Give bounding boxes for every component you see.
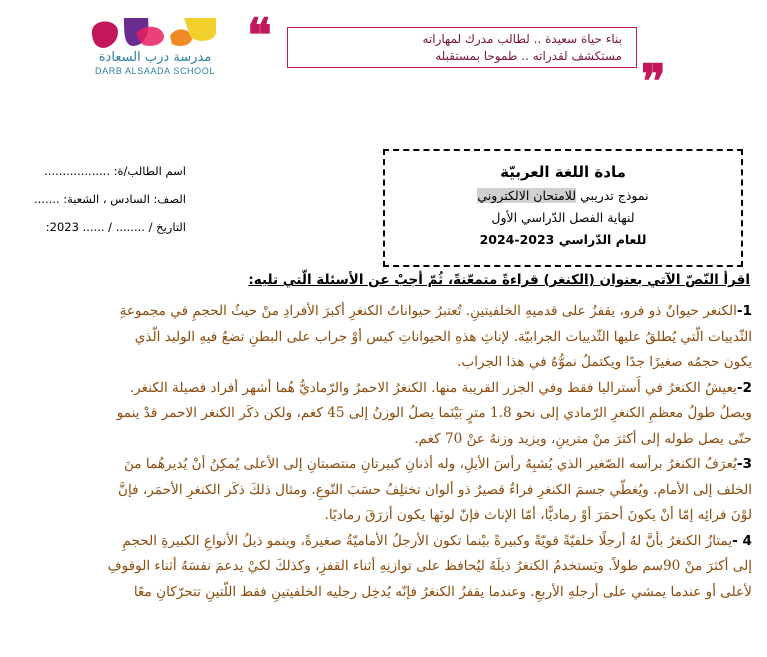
passage-line: 3-يُعرَفُ الكنغرُ برأسه الصّغير الذي يُشبِهُ رأسَ الأيلِ، وله أذنانِ كبيرتانِ منتصبتانِ إلى الأعلى يُمكِنُ أنْ يُديرهُما منَ (123, 456, 752, 472)
subject-title: مادة اللغة العربيّة (500, 163, 626, 181)
exam-date-field: التاريخ / ........ / ...... 2023: (45, 220, 186, 234)
motto-line-1: بناء حياة سعيدة .. لطالب مدرك لمهاراته (422, 32, 622, 46)
motto-line-2: مستكشف لقدراته .. طموحا بمستقبله (435, 49, 622, 63)
passage-line: 4 -يمتازُ الكنغرُ بأنَّ لهُ أرجلًا خلفيّةً قويّةً وكبيرةً بيْنما تكون الأرجلُ الأماميّةُ صغيرةً، وينمو ذيلُ الأنواعِ الكبيرةِ الحجمِ (122, 532, 752, 549)
exam-term: لنهاية الفصل الدّراسي الأول (491, 210, 635, 225)
passage-line: لوْنَ فرائِه إمّا أنْ يكونَ أحمَرَ أوْ رماديًّا، أمّا الإناث فإنّ لونَها يكون أزرَقَ رماديًا. (324, 507, 752, 523)
school-name-arabic: مدرسة درب السعادة (98, 50, 212, 65)
paragraph-number: 4 - (732, 532, 752, 549)
paragraph-number: 2- (736, 379, 752, 396)
reading-passage (12, 299, 752, 605)
passage-line: إلى أكثرَ منْ 90سم طولاً. ويَستخدمُ الكنغرُ ذيلَهُ ليُحافظ على توازنِهِ أثناء القفزِ، وكذلكَ لكيْ يدعمَ نفسَهُ أثناء الوقوفِ (107, 558, 752, 574)
passage-line: ويصلُ طولُ معظمِ الكنغرِ الرّمادي إلى نحو 1.8 مترٍ بَيْنَما يصلُ الوزنُ إلى 45 كغم، ولكن ذكَر الكنغر الاحمر قدْ ينمو (116, 405, 752, 421)
exam-model-prefix: نموذج تدريبي (580, 188, 649, 203)
paragraph-number: 3- (736, 456, 752, 472)
student-class-field: الصف: السادس ، الشعبة: ....... (33, 192, 186, 206)
passage-line: 2-يعيشُ الكنغرُ في أُستراليا فقط وفي الجزر القريبة منها. الكنغرُ الاحمرُ والرّماديُّ هُما أشهر أفراد فصيلة الكنغر. (129, 379, 752, 396)
school-motto-box (287, 27, 637, 68)
paragraph-number: 1- (736, 303, 752, 319)
passage-line: الخلف إلى الأمام. ويُغطّي جسمَ الكنغرِ فراءٌ قصيرٌ ذو ألوان تختلِفُ حسَبَ النّوعِ. ومثال ذلكَ ذكَر الكنغرِ الأحمَر، فإنَّ (117, 481, 752, 498)
passage-line: الثّدييات الّتي يُطلقُ عليها الثّدييات الجرابيّة. لإناثِ هذهِ الحيواناتِ كيس أوْ جراب على البطنِ تضعُ فيهِ الوليد الّذي (134, 328, 752, 345)
school-name-english: DARB ALSAADA SCHOOL (95, 66, 215, 76)
student-info (26, 157, 186, 241)
student-name-field: اسم الطالب/ة: .................. (44, 164, 186, 178)
quote-open-icon: ❝ (247, 8, 272, 62)
exam-year: للعام الدّراسي 2023-2024 (479, 232, 647, 247)
passage-line: لأعلى أو عندما يمشي على أرجلهِ الأربعِ. وعندما يقفزُ الكنغرُ فإنّه يُدخِل رجليه الخلفيتينِ فقط اللّتينِ تتحرّكانِ معًا (133, 583, 752, 600)
exam-model-line (385, 188, 741, 203)
passage-line: يكون حجمُه صغيرًا جدًا ويكتملُ نموُّهُ في هذا الجراب. (457, 354, 752, 370)
passage-line: 1-الكنغر حيوانٌ ذو فرو، يقفزُ على قدميهِ الخلفيتينِ. تُعتبرُ حيواناتُ الكنغرِ أكبرَ الأفرادِ منْ حيثُ الحجمِ في مجموعةِ (119, 303, 752, 319)
reading-instruction: اقرأ النّصّ الآتي بعنوان (الكنغر) قراءةً متمعّنةً، ثُمّ أجبْ عن الأسئلة الّتي تليه: (248, 272, 750, 288)
logo-petal-magenta (92, 22, 118, 49)
quote-close-icon: ❞ (641, 54, 666, 108)
passage-line: حتّى يصل طوله إلى أكثرَ منْ مترينِ، ويزيد وزنهُ عنْ 70 كغم. (414, 430, 752, 447)
exam-header-box (383, 149, 743, 267)
exam-model-highlight: للامتحان الالكتروني (477, 188, 577, 203)
